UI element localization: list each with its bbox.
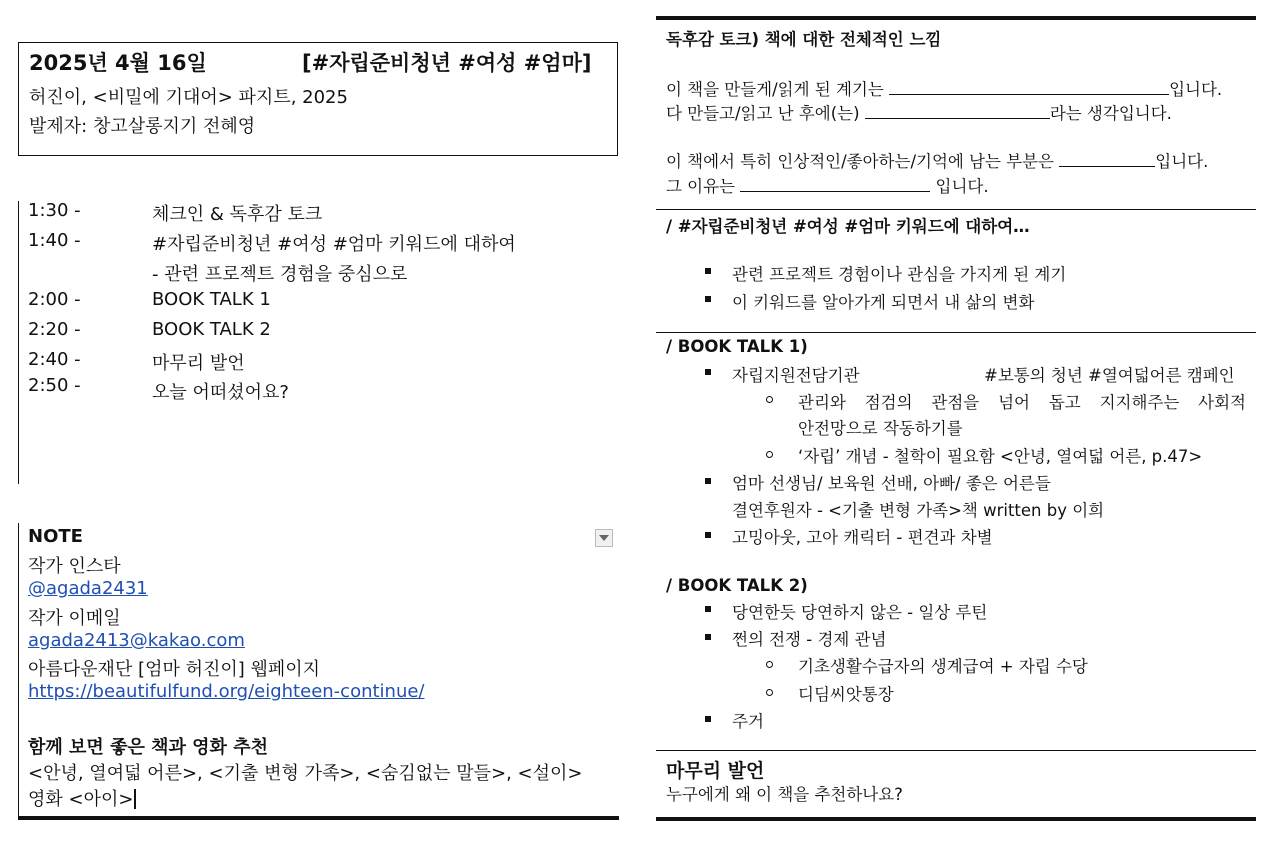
bullet-circle — [766, 689, 773, 696]
q3-prefix: 이 책에서 특히 인상적인/좋아하는/기억에 남는 부분은 — [666, 152, 1055, 171]
bt2-item2: 쩐의 전쟁 - 경제 관념 — [732, 630, 887, 649]
word: 지지해주는 — [1099, 393, 1180, 412]
chevron-down-icon — [599, 535, 609, 541]
recommend-movie-line[interactable] — [28, 785, 136, 811]
bt1-item2-line2: 결연후원자 - <기출 변형 가족>책 written by 이희 — [732, 501, 1105, 520]
schedule-sub: - 관련 프로젝트 경험을 중심으로 — [152, 264, 408, 285]
section-rule — [656, 750, 1256, 751]
schedule-time: 2:40 - — [28, 349, 81, 370]
bottom-rule — [656, 817, 1256, 821]
q2-suffix: 라는 생각입니다. — [1049, 104, 1172, 123]
email-link[interactable]: agada2413@kakao.com — [28, 630, 245, 651]
note-title: NOTE — [28, 526, 83, 547]
schedule-time: 2:50 - — [28, 375, 81, 396]
note-dropdown-button[interactable] — [595, 529, 613, 547]
bt2-item3: 주거 — [732, 712, 764, 731]
schedule-desc: 오늘 어떠셨어요? — [152, 382, 289, 403]
bullet-square — [705, 716, 711, 722]
q1-suffix: 입니다. — [1169, 80, 1223, 99]
closing-title: 마무리 발언 — [666, 760, 765, 782]
recommend-movie: 영화 <아이> — [28, 789, 134, 810]
q4-prefix: 그 이유는 — [666, 177, 736, 196]
schedule-time: 2:20 - — [28, 319, 81, 340]
bt1-sub2: ‘자립’ 개념 - 철학이 필요함 <안녕, 열여덟 어른, p.47> — [798, 447, 1203, 466]
bt1-item1-right: #보통의 청년 #열여덟어른 캠페인 — [984, 366, 1235, 385]
schedule-time: 2:00 - — [28, 289, 81, 310]
bullet-circle — [766, 396, 773, 403]
word: 점검의 — [864, 393, 913, 412]
reflection-q4 — [666, 173, 989, 197]
recommend-books: <안녕, 열여덟 어른>, <기출 변형 가족>, <숨김없는 말들>, <설이> — [28, 763, 583, 784]
insta-label: 작가 인스타 — [28, 556, 121, 577]
session-date: 2025년 4월 16일 — [29, 51, 207, 75]
q4-blank[interactable] — [740, 177, 930, 192]
note-bottom-rule — [18, 816, 619, 820]
booktalk1-title: / BOOK TALK 1) — [666, 337, 808, 356]
word: 사회적 — [1198, 393, 1246, 412]
q3-blank[interactable] — [1059, 152, 1155, 167]
reflection-q2 — [666, 100, 1172, 124]
word: 돕고 — [1048, 393, 1081, 412]
insta-link[interactable]: @agada2431 — [28, 578, 148, 599]
schedule-desc: 체크인 & 독후감 토크 — [152, 204, 323, 225]
bt1-item3: 고밍아웃, 고아 캐릭터 - 편견과 차별 — [732, 528, 993, 547]
fund-link[interactable]: https://beautifulfund.org/eighteen-continue/ — [28, 681, 425, 702]
q1-prefix: 이 책을 만들게/읽게 된 계기는 — [666, 80, 884, 99]
q1-blank[interactable] — [889, 80, 1169, 95]
schedule-desc: #자립준비청년 #여성 #엄마 키워드에 대하여 — [152, 234, 516, 255]
fund-label: 아름다운재단 [엄마 허진이] 웹페이지 — [28, 659, 321, 680]
recommend-title: 함께 보면 좋은 책과 영화 추천 — [28, 737, 268, 758]
q4-suffix: 입니다. — [935, 177, 989, 196]
schedule-divider — [18, 201, 19, 484]
word: 관점을 — [931, 393, 980, 412]
bullet-square — [705, 634, 711, 640]
bullet-circle — [766, 661, 773, 668]
keywords-item: 관련 프로젝트 경험이나 관심을 가지게 된 계기 — [732, 265, 1067, 284]
reflection-q1 — [666, 76, 1222, 100]
bt1-item1-left: 자립지원전담기관 — [732, 366, 860, 385]
bullet-square — [705, 369, 711, 375]
bullet-square — [705, 478, 711, 484]
bullet-circle — [766, 451, 773, 458]
bullet-square — [705, 296, 711, 302]
presenter: 발제자: 창고살롱지기 전혜영 — [29, 116, 256, 137]
note-divider — [18, 523, 19, 820]
schedule-desc: BOOK TALK 1 — [152, 289, 271, 310]
section-rule — [656, 209, 1256, 210]
bt2-item1: 당연한듯 당연하지 않은 - 일상 루틴 — [732, 603, 988, 622]
word: 넘어 — [998, 393, 1030, 412]
bt1-item2-line1: 엄마 선생님/ 보육원 선배, 아빠/ 좋은 어른들 — [732, 474, 1051, 493]
bullet-square — [705, 532, 711, 538]
bt1-sub1-line2: 안전망으로 작동하기를 — [798, 419, 963, 438]
reflection-q3 — [666, 148, 1208, 172]
schedule-desc: BOOK TALK 2 — [152, 319, 271, 340]
section-rule — [656, 332, 1256, 333]
header-box — [18, 42, 618, 156]
email-label: 작가 이메일 — [28, 608, 121, 629]
schedule-desc: 마무리 발언 — [152, 353, 245, 374]
word: 관리와 — [798, 393, 846, 412]
reflection-title: 독후감 토크) 책에 대한 전체적인 느낌 — [666, 30, 942, 49]
schedule-time: 1:40 - — [28, 230, 81, 251]
text-cursor — [134, 789, 136, 809]
bt2-item2-sub1: 기초생활수급자의 생계급여 + 자립 수당 — [798, 657, 1088, 676]
bt2-item2-sub2: 디딤씨앗통장 — [798, 685, 894, 704]
closing-question: 누구에게 왜 이 책을 추천하나요? — [666, 785, 903, 804]
keywords-item: 이 키워드를 알아가게 되면서 내 삶의 변화 — [732, 293, 1035, 312]
q2-prefix: 다 만들고/읽고 난 후에(는) — [666, 104, 860, 123]
q3-suffix: 입니다. — [1155, 152, 1209, 171]
booktalk2-title: / BOOK TALK 2) — [666, 576, 808, 595]
keywords-title: / #자립준비청년 #여성 #엄마 키워드에 대하여… — [666, 217, 1030, 236]
top-rule — [656, 16, 1256, 20]
schedule-time: 1:30 - — [28, 200, 81, 221]
bullet-square — [705, 606, 711, 612]
bullet-square — [705, 268, 711, 274]
q2-blank[interactable] — [865, 104, 1050, 119]
bt1-sub1-line1 — [798, 389, 1246, 413]
session-tags: [#자립준비청년 #여성 #엄마] — [302, 51, 592, 75]
book-info: 허진이, <비밀에 기대어> 파지트, 2025 — [29, 87, 348, 108]
